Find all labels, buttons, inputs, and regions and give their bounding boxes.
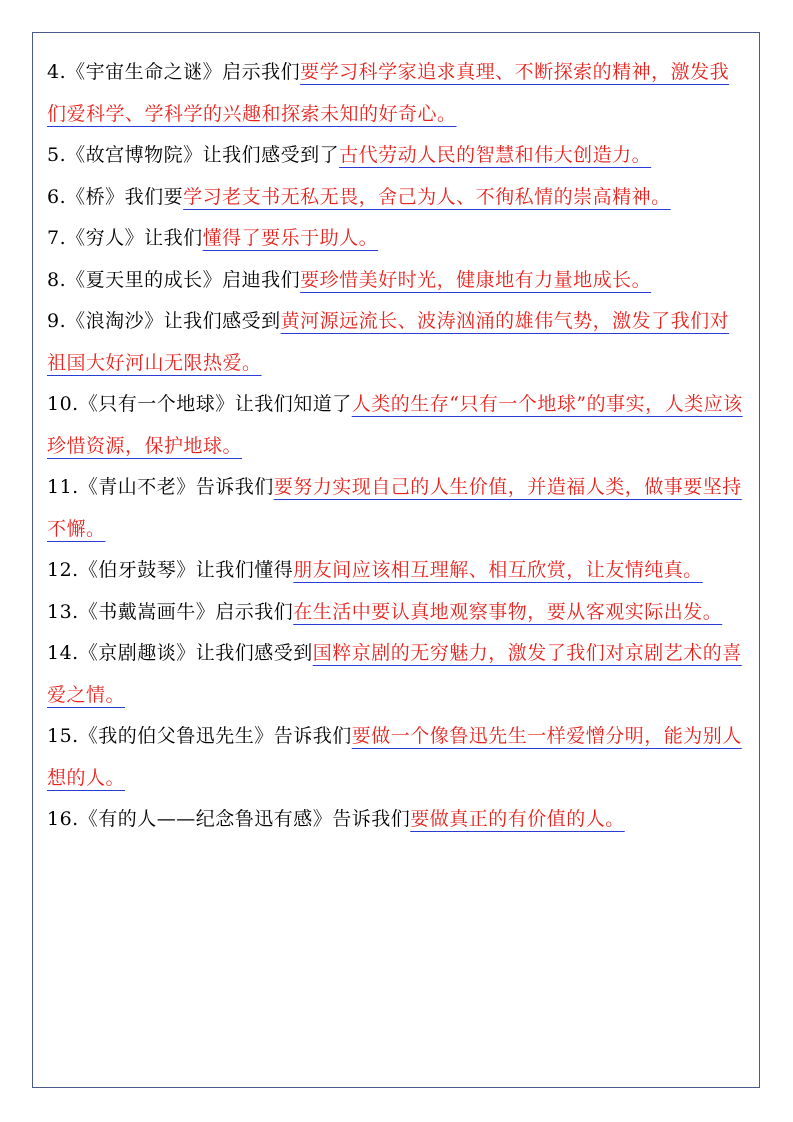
answer-text: 学习老支书无私无畏，舍己为人、不徇私情的崇高精神。 [183, 185, 671, 208]
question-text: 10.《只有一个地球》让我们知道了 [47, 393, 352, 415]
list-item [47, 177, 747, 219]
answer-text: 古代劳动人民的智慧和伟大创造力。 [339, 144, 652, 166]
question-text: 15.《我的伯父鲁迅先生》告诉我们 [47, 725, 352, 747]
question-text: 5.《故宫博物院》让我们感受到了 [47, 144, 340, 166]
list-item [47, 52, 747, 135]
list-item [47, 384, 747, 467]
list-item [47, 218, 747, 260]
answer-text: 在生活中要认真地观察事物，要从客观实际出发。 [293, 600, 723, 623]
question-text: 13.《书戴嵩画牛》启示我们 [47, 600, 294, 623]
answer-text: 要珍惜美好时光，健康地有力量地成长。 [300, 268, 652, 291]
list-item [47, 799, 747, 841]
list-item [47, 260, 747, 302]
list-item [47, 467, 747, 550]
question-text: 6.《桥》我们要 [47, 185, 184, 208]
question-text: 11.《青山不老》告诉我们 [47, 476, 274, 498]
list-item [47, 716, 747, 799]
list-item [47, 633, 747, 716]
answer-text: 懂得了要乐于助人。 [202, 227, 379, 249]
answer-text: 要学习科学家追求真理、不断探索的精神，激发我们爱科学、学科学的兴趣和探索未知的好奇心。 [47, 61, 730, 125]
answer-text: 要做真正的有价值的人。 [410, 808, 625, 830]
question-text: 8.《夏天里的成长》启迪我们 [47, 268, 301, 291]
list-item [47, 135, 747, 177]
question-text: 9.《浪淘沙》让我们感受到 [47, 310, 281, 332]
answer-text: 要努力实现自己的人生价值，并造福人类，做事要坚持不懈。 [47, 476, 742, 540]
list-item [47, 550, 747, 592]
answer-text: 朋友间应该相互理解、相互欣赏，让友情纯真。 [293, 559, 703, 581]
question-text: 14.《京剧趣谈》让我们感受到 [47, 642, 313, 664]
question-text: 12.《伯牙鼓琴》让我们懂得 [47, 559, 294, 581]
question-text: 4.《宇宙生命之谜》启示我们 [47, 61, 301, 83]
question-text: 7.《穷人》让我们 [47, 227, 203, 249]
answer-text: 要做一个像鲁迅先生一样爱憎分明，能为别人想的人。 [47, 725, 742, 789]
answer-text: 国粹京剧的无穷魅力，激发了我们对京剧艺术的喜爱之情。 [47, 642, 742, 706]
list-item [47, 592, 747, 634]
question-answer-list [47, 52, 747, 841]
list-item [47, 301, 747, 384]
question-text: 16.《有的人——纪念鲁迅有感》告诉我们 [47, 808, 411, 830]
answer-text: 黄河源远流长、波涛汹涌的雄伟气势，激发了我们对祖国大好河山无限热爱。 [47, 310, 730, 374]
answer-text: 人类的生存“只有一个地球”的事实，人类应该珍惜资源，保护地球。 [47, 393, 743, 457]
